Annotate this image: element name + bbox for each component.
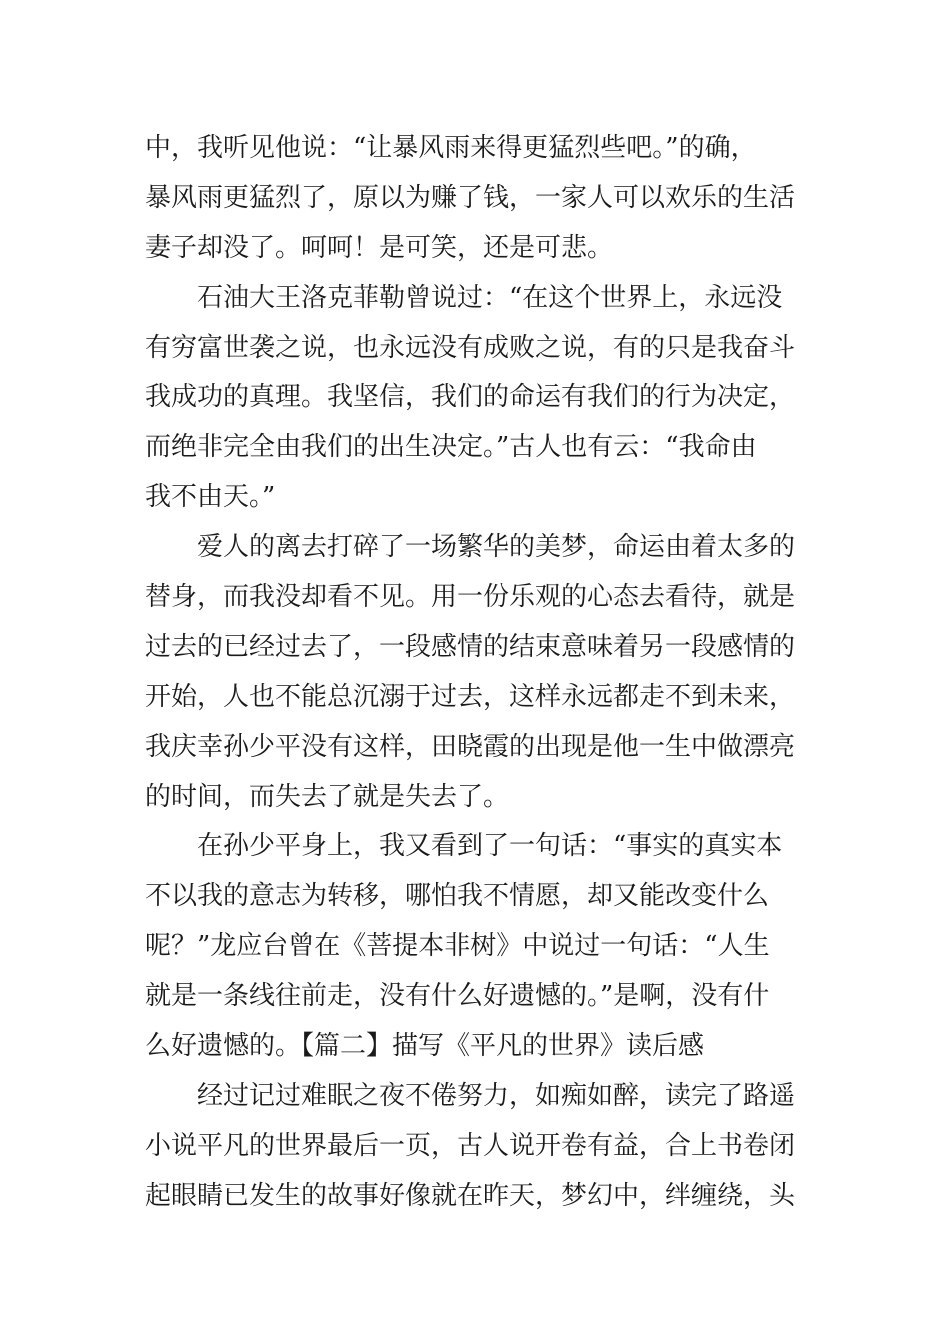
text-line: 的时间，而失去了就是失去了。 — [145, 781, 510, 812]
text-line: 中，我听见他说：“让暴风雨来得更猛烈些吧。”的确， — [145, 133, 757, 163]
text-line: 我成功的真理。我坚信，我们的命运有我们的行为决定， — [145, 382, 796, 413]
text-line: 妻子却没了。呵呵！是可笑，还是可悲。 — [145, 232, 614, 263]
text-line: 我庆幸孙少平没有这样，田晓霞的出现是他一生中做漂亮 — [145, 731, 796, 762]
text-line: 过去的已经过去了，一段感情的结束意味着另一段感情的 — [145, 631, 796, 662]
text-line: 我不由天。” — [145, 482, 276, 513]
text-line: 暴风雨更猛烈了，原以为赚了钱，一家人可以欢乐的生活 — [145, 182, 796, 213]
text-line: 小说平凡的世界最后一页，古人说开卷有益，合上书卷闭 — [145, 1130, 796, 1161]
paragraph-start-line: 石油大王洛克菲勒曾说过：“在这个世界上，永远没 — [197, 282, 783, 313]
text-line: 替身，而我没却看不见。用一份乐观的心态去看待，就是 — [145, 582, 796, 613]
text-line: 不以我的意志为转移，哪怕我不情愿，却又能改变什么 — [145, 881, 770, 912]
text-line: 而绝非完全由我们的出生决定。”古人也有云：“我命由 — [145, 432, 757, 463]
text-line: 就是一条线往前走，没有什么好遗憾的。”是啊，没有什 — [145, 981, 770, 1012]
text-line: 呢？”龙应台曾在《菩提本非树》中说过一句话：“人生 — [145, 931, 770, 962]
text-line: 开始，人也不能总沉溺于过去，这样永远都走不到未来， — [145, 681, 796, 712]
paragraph-start-line: 经过记过难眠之夜不倦努力，如痴如醉，读完了路遥 — [197, 1080, 796, 1111]
text-line: 么好遗憾的。【篇二】描写《平凡的世界》读后感 — [145, 1031, 705, 1062]
paragraph-start-line: 爱人的离去打碎了一场繁华的美梦，命运由着太多的 — [197, 532, 796, 563]
document-body — [145, 124, 810, 1222]
paragraph-start-line: 在孙少平身上，我又看到了一句话：“事实的真实本 — [197, 831, 783, 862]
text-line: 起眼睛已发生的故事好像就在昨天，梦幻中，绊缠绕，头 — [145, 1180, 796, 1211]
text-line: 有穷富世袭之说，也永远没有成败之说，有的只是我奋斗 — [145, 332, 796, 363]
